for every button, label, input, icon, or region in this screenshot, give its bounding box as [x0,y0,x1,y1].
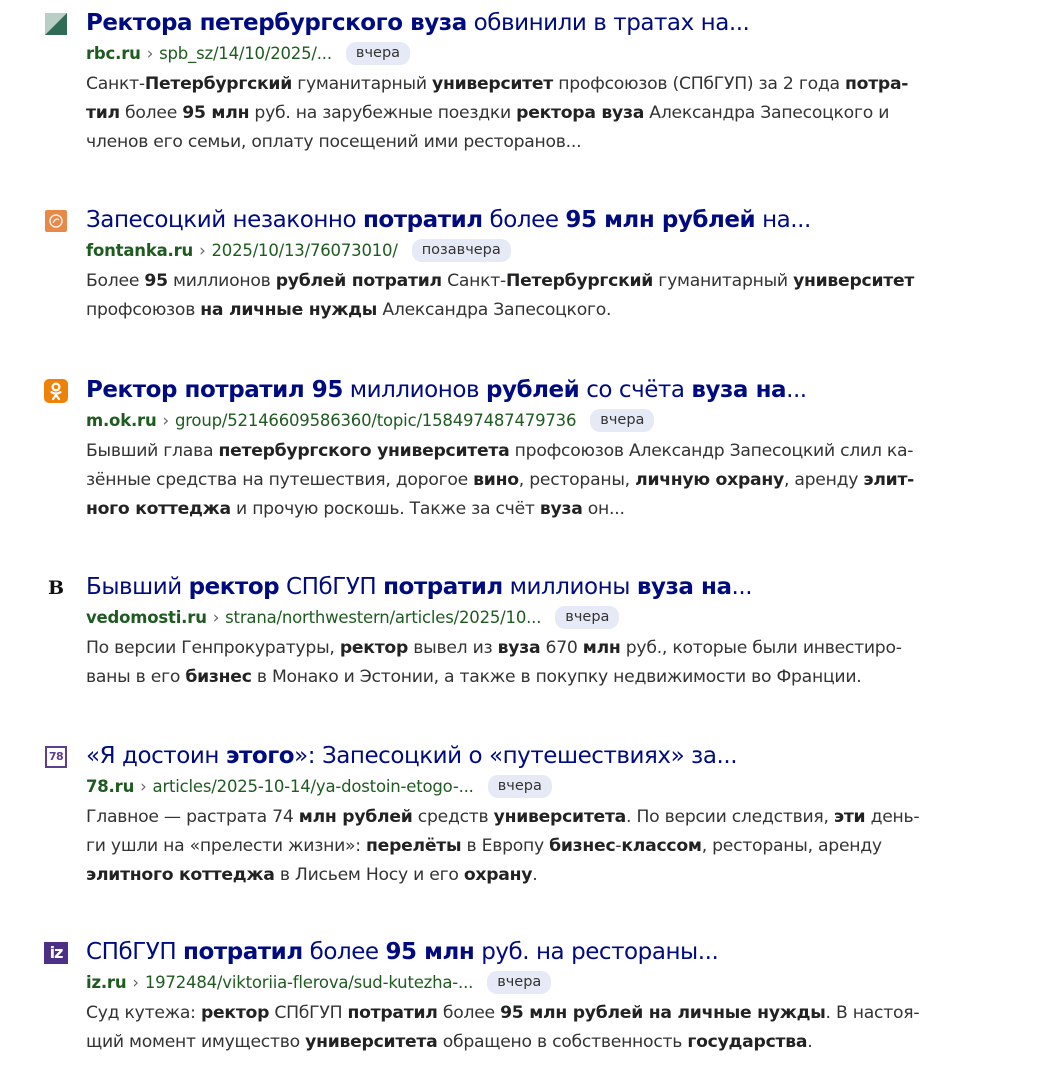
result-title[interactable] [86,205,811,235]
text-run: ... [786,377,807,403]
highlighted-text: петербургского университета [218,441,510,461]
result-domain[interactable]: m.ok.ru [86,410,157,430]
highlighted-text: рублей [485,377,580,403]
fontanka-logo-icon[interactable] [44,209,68,233]
snippet-line [86,1028,986,1057]
highlighted-text: университета [493,807,627,827]
highlighted-text: Ректора петербургского вуза [86,10,467,36]
snippet-line [86,70,986,99]
result-domain[interactable]: fontanka.ru [86,240,194,260]
breadcrumb-separator: › [212,607,220,627]
text-run: . В настоя- [825,1003,920,1023]
highlighted-text: млн [582,638,621,658]
text-run: . По версии следствия, [626,807,834,827]
text-run: миллионов [167,271,276,291]
snippet-line [86,128,986,157]
text-run: Более [86,271,145,291]
text-run: более [119,103,183,123]
highlighted-text: ректор [200,1003,270,1023]
highlighted-text: ректора вуза [516,103,645,123]
text-run: руб. на зарубежные поездки [249,103,517,123]
78ru-logo-text: 78 [45,746,67,768]
text-run: руб., которые были инвестиро- [620,638,902,658]
text-run: По версии Генпрокуратуры, [86,638,340,658]
highlighted-text: 95 млн [385,939,475,965]
result-path[interactable]: spb_sz/14/10/2025/... [159,43,332,63]
breadcrumb-separator: › [140,776,147,796]
snippet-line [86,634,986,663]
text-run: - [615,836,622,856]
snippet-line [86,663,986,692]
snippet-line [86,296,986,325]
text-run: СПбГУП [269,1003,348,1023]
text-run: Запесоцкий незаконно [86,207,363,233]
text-run: зённые средства на путешествия, дорогое [86,470,474,490]
text-run: средств [412,807,494,827]
result-snippet [86,803,986,890]
text-run: в Лисьем Носу и его [274,865,464,885]
highlighted-text: вуза на [636,574,732,600]
highlighted-text: 95 млн рублей [565,207,756,233]
text-run: Александра Запесоцкого и [644,103,890,123]
text-run: «Я достоин [86,743,226,769]
text-run: щий момент имущество [86,1032,306,1052]
highlighted-text: эти [833,807,866,827]
highlighted-text: рублей потратил [275,271,442,291]
result-title[interactable] [86,572,752,602]
text-run: СПбГУП [279,574,384,600]
result-path[interactable]: strana/northwestern/articles/2025/10... [225,607,542,627]
breadcrumb-separator: › [162,410,169,430]
result-domain[interactable]: iz.ru [86,972,127,992]
text-run: вывел из [408,638,498,658]
highlighted-text: вино [473,470,519,490]
result-domain[interactable]: vedomosti.ru [86,607,207,627]
result-snippet [86,634,986,692]
highlighted-text: университета [305,1032,438,1052]
izvestia-logo-icon[interactable] [44,941,68,965]
rbc-logo-icon[interactable] [44,12,68,36]
text-run: более [437,1003,501,1023]
izvestia-logo-text: iz [44,942,68,964]
text-run: ваны в его [86,667,186,687]
text-run: он... [582,499,625,519]
highlighted-text: бизнес [549,836,616,856]
text-run: , аренду [783,470,864,490]
result-snippet [86,70,986,157]
highlighted-text: Петербургский [505,271,654,291]
highlighted-text: 95 [144,271,168,291]
date-badge: вчера [555,606,619,629]
text-run: профсоюзов Александр Запесоцкий слил ка- [509,441,914,461]
text-run: на... [755,207,811,233]
result-path[interactable]: group/52146609586360/topic/158497487479736 [174,410,577,430]
result-path[interactable]: 2025/10/13/76073010/ [211,240,398,260]
highlighted-text: элитного коттеджа [86,865,275,885]
highlighted-text: университет [431,74,554,94]
snippet-line [86,99,986,128]
highlighted-text: Ректор потратил 95 [86,377,343,403]
highlighted-text: вуза на [691,377,787,403]
highlighted-text: ного коттеджа [86,499,231,519]
date-badge: вчера [590,409,654,432]
text-run: Бывший [86,574,189,600]
text-run: обращено в собственность [437,1032,688,1052]
highlighted-text: потратил [362,207,483,233]
highlighted-text: классом [621,836,702,856]
highlighted-text: бизнес [185,667,252,687]
78ru-logo-icon[interactable] [44,745,68,769]
result-url [86,407,654,433]
highlighted-text: вуза [497,638,541,658]
text-run: »: Запесоцкий о «путешествиях» за... [294,743,738,769]
text-run: обвинили в тратах на... [466,10,750,36]
text-run: профсоюзов [86,300,201,320]
snippet-line [86,437,986,466]
text-run: профсоюзов (СПбГУП) за 2 года [553,74,846,94]
highlighted-text: ректор [339,638,409,658]
highlighted-text: элит- [863,470,915,490]
text-run: и прочую роскошь. Также за счёт [230,499,540,519]
highlighted-text: тил [86,103,120,123]
result-url [86,604,619,630]
snippet-line [86,832,986,861]
text-run: более [482,207,566,233]
result-title[interactable] [86,375,807,405]
date-badge: позавчера [412,239,511,262]
breadcrumb-separator: › [146,43,154,63]
highlighted-text: 95 млн рублей на личные нужды [500,1003,826,1023]
snippet-line [86,267,986,296]
result-url [86,969,551,995]
text-run: СПбГУП [86,939,184,965]
result-url [86,237,511,263]
snippet-line [86,466,986,495]
text-run: ги ушли на «прелести жизни»: [86,836,367,856]
result-snippet [86,999,986,1057]
text-run: Санкт- [86,74,145,94]
highlighted-text: 95 млн [182,103,250,123]
text-run: руб. на рестораны... [474,939,719,965]
text-run: более [302,939,386,965]
result-url [86,773,552,799]
text-run: Александра Запесоцкого. [377,300,612,320]
highlighted-text: вуза [539,499,583,519]
text-run: членов его семьи, оплату посещений ими ресторанов... [86,132,582,152]
result-title[interactable] [86,937,718,967]
text-run: в Европу [461,836,550,856]
highlighted-text: потра- [845,74,909,94]
highlighted-text: университет [793,271,915,291]
text-run: Суд кутежа: [86,1003,201,1023]
text-run: Бывший глава [86,441,219,461]
date-badge: вчера [488,775,552,798]
highlighted-text: охрану [463,865,533,885]
text-run: Санкт- [441,271,506,291]
text-run: со счёта [579,377,692,403]
highlighted-text: млн рублей [298,807,413,827]
date-badge: вчера [346,42,410,65]
snippet-line [86,861,986,890]
result-domain[interactable]: 78.ru [86,776,135,796]
text-run: , рестораны, [518,470,636,490]
snippet-line [86,999,986,1028]
text-run: миллионы [502,574,637,600]
text-run: 670 [540,638,583,658]
snippet-line [86,803,986,832]
highlighted-text: перелёты [366,836,462,856]
text-run: Главное — растрата 74 [86,807,299,827]
date-badge: вчера [487,971,551,994]
highlighted-text: потратил [347,1003,438,1023]
highlighted-text: потратил [183,939,303,965]
highlighted-text: этого [225,743,295,769]
result-path[interactable]: articles/2025-10-14/ya-dostoin-etogo-... [152,776,474,796]
snippet-line [86,495,986,524]
result-snippet [86,437,986,524]
breadcrumb-separator: › [199,240,206,260]
text-run: , рестораны, аренду [701,836,882,856]
result-path[interactable]: 1972484/viktoriia-flerova/sud-kutezha-... [144,972,474,992]
text-run: день- [865,807,920,827]
text-run: в Монако и Эстонии, а также в покупку недвижимости во Франции. [251,667,862,687]
highlighted-text: государства [687,1032,808,1052]
text-run: гуманитарный [653,271,794,291]
text-run: гуманитарный [292,74,432,94]
text-run: . [807,1032,813,1052]
highlighted-text: на личные нужды [200,300,378,320]
highlighted-text: потратил [383,574,503,600]
result-domain[interactable]: rbc.ru [86,43,141,63]
highlighted-text: Петербургский [144,74,293,94]
text-run: ... [731,574,753,600]
result-snippet [86,267,986,325]
vedomosti-logo-icon[interactable] [44,576,68,600]
highlighted-text: личную охрану [635,470,784,490]
result-title[interactable] [86,741,737,771]
text-run: миллионов [342,377,486,403]
result-title[interactable] [86,8,749,38]
text-run: . [532,865,538,885]
vedomosti-logo-letter: B [47,577,65,599]
highlighted-text: ректор [188,574,280,600]
result-url [86,40,410,66]
breadcrumb-separator: › [132,972,139,992]
ok-logo-icon[interactable] [44,379,68,403]
